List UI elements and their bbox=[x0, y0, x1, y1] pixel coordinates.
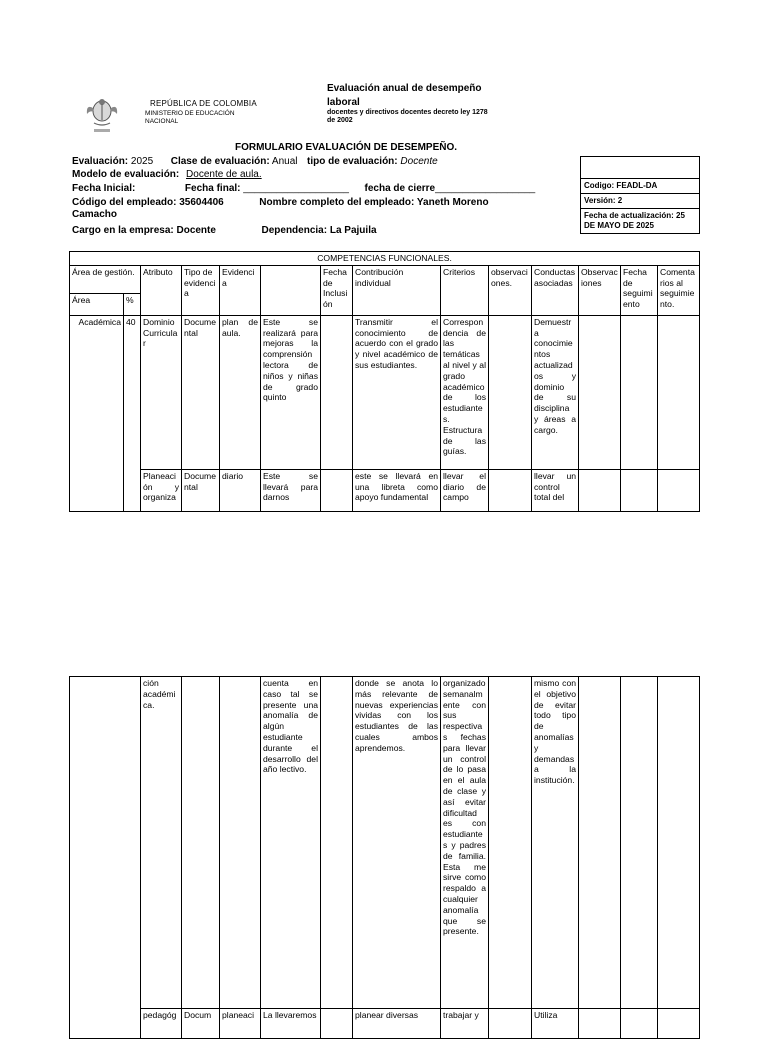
cell-pct: 40 bbox=[124, 315, 141, 511]
cell-comentarios bbox=[658, 315, 700, 469]
header-observaciones: observaciones. bbox=[489, 265, 532, 315]
cell-area: Académica bbox=[70, 315, 124, 511]
colombia-seal-icon bbox=[84, 96, 120, 136]
table-row bbox=[70, 469, 700, 511]
code-box-version: Versión: 2 bbox=[581, 193, 699, 208]
cell-area bbox=[70, 677, 141, 1039]
nombre-cont-line bbox=[72, 209, 117, 221]
header-blank bbox=[261, 265, 321, 315]
cell-fecha bbox=[321, 677, 353, 1009]
cell-conductas: mismo con el objetivo de evitar todo tipo de anomalías y demandas a la institución. bbox=[532, 677, 579, 1009]
fecha-final-blank: ___________________ bbox=[243, 183, 349, 194]
header-evidencia: Evidencia bbox=[220, 265, 261, 315]
header-area: Área bbox=[70, 293, 124, 315]
evaluation-line bbox=[72, 156, 438, 168]
cell-conductas: Utiliza bbox=[532, 1009, 579, 1039]
nombre-empleado-cont: Camacho bbox=[72, 209, 118, 220]
cargo-empresa: Cargo en la empresa: Docente bbox=[72, 225, 216, 236]
header-tipo-evidencia: Tipo de evidencia bbox=[182, 265, 220, 315]
clase-value: Anual bbox=[271, 156, 298, 167]
header-fecha-seguimiento: Fecha de seguimiento bbox=[621, 265, 658, 315]
code-box bbox=[580, 156, 700, 234]
competencias-table-continued bbox=[69, 676, 700, 1039]
fecha-final-label: Fecha final: bbox=[184, 183, 241, 194]
cell-tipo: Docum bbox=[182, 1009, 220, 1039]
dependencia: Dependencia: La Pajuila bbox=[261, 225, 377, 236]
cell-criterios: llevar el diario de campo bbox=[441, 469, 489, 511]
fechas-line bbox=[72, 183, 535, 195]
table-title: COMPETENCIAS FUNCIONALES. bbox=[70, 252, 700, 266]
cell-observaciones bbox=[489, 469, 532, 511]
header-area-gestion: Área de gestión. bbox=[70, 265, 141, 293]
evaluacion-label: Evaluación: bbox=[72, 156, 129, 167]
cell-atributo: pedagóg bbox=[141, 1009, 182, 1039]
cell-criterios: organizado semanalmente con sus respectivas fechas para llevar un control de lo pasa en el aula de clase y así evitar dificultad es con estudiantes y padres de familia. Esta me sirve como respaldo a cualquier anomalía que se presente. bbox=[441, 677, 489, 1009]
cell-observaciones-2 bbox=[579, 315, 621, 469]
competencias-table bbox=[69, 251, 700, 512]
header-pct: % bbox=[124, 293, 141, 315]
cell-fecha-seguimiento bbox=[621, 469, 658, 511]
codigo-line bbox=[72, 197, 489, 209]
header-fecha-inclusion: Fecha de Inclusión bbox=[321, 265, 353, 315]
evaluation-title: Evaluación anual de desempeño laboral bbox=[327, 83, 482, 108]
cell-conductas: Demuestra conocimientos actualizados y dominio de su disciplina y áreas a cargo. bbox=[532, 315, 579, 469]
cell-criterios: trabajar y bbox=[441, 1009, 489, 1039]
fecha-cierre-label: fecha de cierre bbox=[364, 183, 436, 194]
cell-observaciones-2 bbox=[579, 469, 621, 511]
cell-descripcion: Este se realizará para mejoras la comprensión lectora de niños y niñas de grado quinto bbox=[261, 315, 321, 469]
codigo-empleado: Código del empleado: 35604406 bbox=[72, 197, 224, 208]
cell-atributo: ción académica. bbox=[141, 677, 182, 1009]
modelo-line bbox=[72, 169, 262, 181]
cell-fecha-seguimiento bbox=[621, 315, 658, 469]
nombre-empleado: Nombre completo del empleado: Yaneth Moreno bbox=[259, 197, 489, 208]
tipo-value: Docente bbox=[400, 156, 438, 167]
header-comentarios: Comentarios al seguimiento. bbox=[658, 265, 700, 315]
header-observaciones-2: Observaciones bbox=[579, 265, 621, 315]
cell-contribucion: Transmitir el conocimiento de acuerdo con el grado y nivel académico de sus estudiantes. bbox=[353, 315, 441, 469]
cell-evidencia bbox=[220, 677, 261, 1009]
ministry-label: MINISTERIO DE EDUCACIÓN NACIONAL bbox=[145, 110, 235, 125]
republic-label: REPÚBLICA DE COLOMBIA bbox=[150, 99, 257, 108]
code-box-fecha: Fecha de actualización: 25 DE MAYO DE 2025 bbox=[581, 208, 699, 233]
cell-fecha-seguimiento bbox=[621, 677, 658, 1009]
cell-descripcion: La llevaremos bbox=[261, 1009, 321, 1039]
fecha-cierre-blank: __________________ bbox=[435, 183, 536, 194]
modelo-value: Docente de aula. bbox=[186, 169, 262, 180]
evaluacion-value: 2025 bbox=[130, 156, 154, 167]
cell-tipo bbox=[182, 677, 220, 1009]
cell-atributo: Planeación y organiza bbox=[141, 469, 182, 511]
cell-descripcion: cuenta en caso tal se presente una anomalía de algún estudiante durante el desarrollo del año lectivo. bbox=[261, 677, 321, 1009]
cell-fecha bbox=[321, 469, 353, 511]
header-conductas: Conductas asociadas bbox=[532, 265, 579, 315]
cell-contribucion: planear diversas bbox=[353, 1009, 441, 1039]
cell-descripcion: Este se llevará para darnos bbox=[261, 469, 321, 511]
cell-evidencia: planeaci bbox=[220, 1009, 261, 1039]
fecha-inicial-label: Fecha Inicial: bbox=[72, 183, 136, 194]
cell-evidencia: diario bbox=[220, 469, 261, 511]
header-criterios: Criterios bbox=[441, 265, 489, 315]
cell-evidencia: plan de aula. bbox=[220, 315, 261, 469]
cell-contribucion: donde se anota lo más relevante de nuevas experiencias vividas con los estudiantes de las cuales ambos aprendemos. bbox=[353, 677, 441, 1009]
cell-conductas: llevar un control total del bbox=[532, 469, 579, 511]
tipo-label: tipo de evaluación: bbox=[307, 156, 398, 167]
cargo-line bbox=[72, 225, 377, 237]
cell-atributo: Dominio Curricular bbox=[141, 315, 182, 469]
cell-tipo: Documental bbox=[182, 315, 220, 469]
cell-comentarios bbox=[658, 469, 700, 511]
evaluation-subtitle: docentes y directivos docentes decreto ley 1278 de 2002 bbox=[327, 109, 488, 124]
header-contribucion: Contribución individual bbox=[353, 265, 441, 315]
table-row bbox=[70, 677, 700, 1009]
table-row bbox=[70, 315, 700, 469]
cell-fecha bbox=[321, 315, 353, 469]
header-atributo: Atributo bbox=[141, 265, 182, 315]
cell-criterios: Correspondencia de las temáticas al nivel y al grado académico de los estudiantes. Estructura de las guías. bbox=[441, 315, 489, 469]
cell-comentarios bbox=[658, 677, 700, 1009]
clase-label: Clase de evaluación: bbox=[170, 156, 270, 167]
modelo-label: Modelo de evaluación: bbox=[72, 169, 180, 180]
cell-observaciones bbox=[489, 677, 532, 1009]
cell-observaciones-2 bbox=[579, 677, 621, 1009]
form-title: FORMULARIO EVALUACIÓN DE DESEMPEÑO. bbox=[234, 142, 458, 153]
cell-contribucion: este se llevará en una libreta como apoyo fundamental bbox=[353, 469, 441, 511]
cell-tipo: Documental bbox=[182, 469, 220, 511]
cell-observaciones bbox=[489, 315, 532, 469]
code-box-blank bbox=[581, 157, 699, 178]
code-box-codigo: Codigo: FEADL-DA bbox=[581, 178, 699, 193]
